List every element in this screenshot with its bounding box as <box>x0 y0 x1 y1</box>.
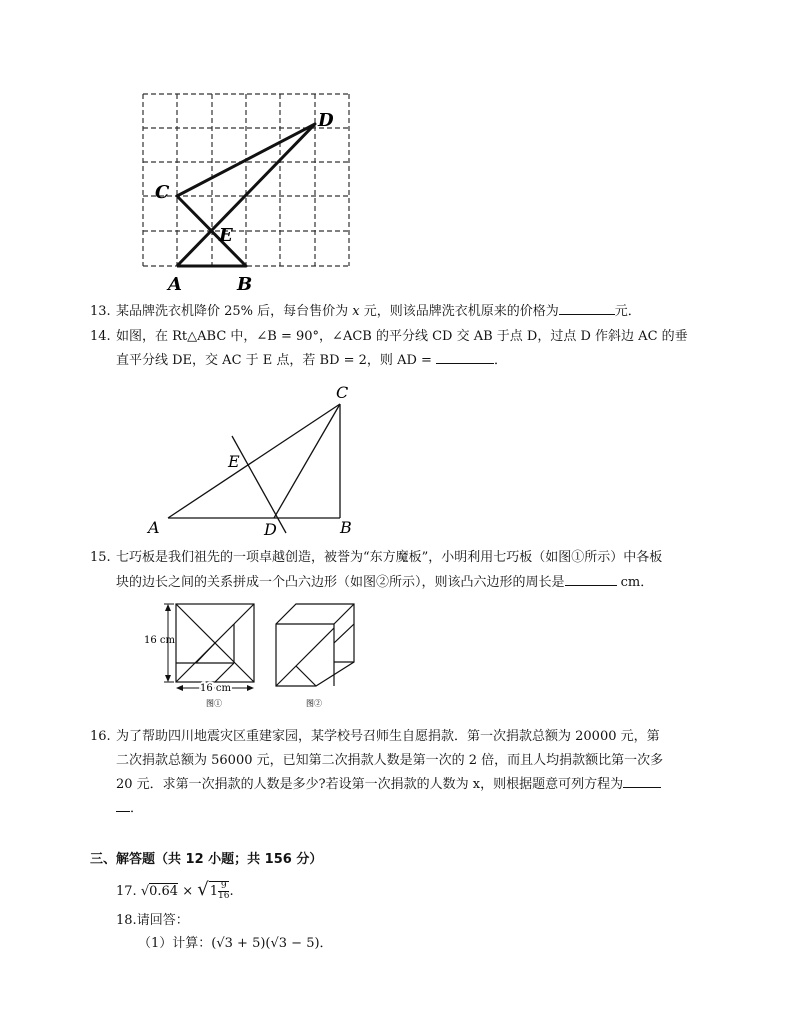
question-number: 14. <box>90 329 111 344</box>
question-number: 17. <box>116 884 137 899</box>
q13-text-pre: 某品牌洗衣机降价 25% 后，每台售价为 <box>116 304 353 319</box>
q15-line1: 七巧板是我们祖先的一项卓越创造，被誉为“东方魔板”，小明利用七巧板（如图①所示）中各板 <box>116 550 663 565</box>
section-title: 三、解答题（共 12 小题；共 156 分） <box>90 852 323 867</box>
q18-part1-expr: (√3 + 5)(√3 − 5)． <box>211 936 333 951</box>
question-13 <box>90 302 641 322</box>
q14-line2-post: ． <box>494 353 508 368</box>
answer-blank-cont[interactable] <box>116 799 130 812</box>
fraction-numerator: 9 <box>218 882 229 892</box>
q13-text-mid: 元，则该品牌洗衣机原来的价格为 <box>359 304 559 319</box>
side-length-label: 16 cm <box>144 635 175 646</box>
q13-variable: x <box>352 304 360 319</box>
q18-title: 请回答： <box>136 913 189 928</box>
q15-line2-pre: 块的边长之间的关系拼成一个凸六边形（如图②所示），则该凸六边形的周长是 <box>116 575 565 590</box>
tri-label-a: A <box>148 518 160 537</box>
radicand-1: 0.64 <box>149 884 179 899</box>
question-15-line2 <box>116 573 653 593</box>
answer-blank[interactable] <box>436 351 494 364</box>
grid-label-b: B <box>237 274 253 295</box>
caption-figure-2: 图② <box>306 699 322 708</box>
q17-period: . <box>229 884 234 899</box>
question-16-line4 <box>116 799 143 819</box>
grid-label-c: C <box>155 182 170 203</box>
sqrt-icon: √ <box>140 884 150 899</box>
answer-blank[interactable] <box>565 573 617 586</box>
fraction-denominator: 16 <box>218 891 230 901</box>
sqrt-icon: √ <box>197 879 209 900</box>
q15-line2-post: cm． <box>616 575 654 590</box>
question-17 <box>116 880 234 908</box>
times-sign: × <box>182 884 194 899</box>
triangle-figure <box>140 378 370 538</box>
question-15 <box>90 548 662 568</box>
tri-label-e: E <box>228 452 240 471</box>
grid-label-e: E <box>219 225 233 246</box>
q16-line4-post: ． <box>130 801 144 816</box>
question-number: 16. <box>90 729 111 744</box>
q14-line2-pre: 直平分线 DE，交 AC 于 E 点，若 BD = 2，则 AD = <box>116 353 437 368</box>
answer-blank[interactable] <box>559 302 615 315</box>
q18-part1-label: （1）计算： <box>138 936 212 951</box>
question-number: 15. <box>90 550 111 565</box>
caption-figure-1: 图① <box>206 699 222 708</box>
grid-figure <box>135 88 360 298</box>
mixed-whole: 1 <box>209 884 219 899</box>
question-18-part1 <box>138 934 333 954</box>
q14-line1: 如图，在 Rt△ABC 中，∠B = 90°，∠ACB 的平分线 CD 交 AB 于点 D，过点 D 作斜边 AC 的垂 <box>116 329 688 344</box>
tangram-figure <box>138 600 368 712</box>
q16-line3-pre: 20 元．求第一次捐款的人数是多少?若设第一次捐款的人数为 x，则根据题意可列方程为 <box>116 777 624 792</box>
answer-blank[interactable] <box>623 775 661 788</box>
question-14 <box>90 327 688 347</box>
tri-label-b: B <box>340 518 352 537</box>
question-16 <box>90 727 660 747</box>
q16-line1: 为了帮助四川地震灾区重建家园，某学校号召师生自愿捐款．第一次捐款总额为 20000 元，第 <box>116 729 660 744</box>
tri-label-d: D <box>264 520 277 538</box>
question-number: 13. <box>90 304 111 319</box>
q13-text-post: 元． <box>614 304 641 319</box>
question-16-line2 <box>116 751 663 771</box>
question-14-line2 <box>116 351 507 371</box>
bottom-length-label: 16 cm <box>200 683 231 694</box>
question-18 <box>116 911 189 931</box>
q16-line2: 二次捐款总额为 56000 元，已知第二次捐款人数是第一次的 2 倍，而且人均捐款额比第一次多 <box>116 753 664 768</box>
grid-label-d: D <box>318 110 334 131</box>
grid-label-a: A <box>168 274 182 295</box>
question-number: 18. <box>116 913 137 928</box>
question-16-line3 <box>116 775 661 795</box>
tri-label-c: C <box>336 383 349 402</box>
